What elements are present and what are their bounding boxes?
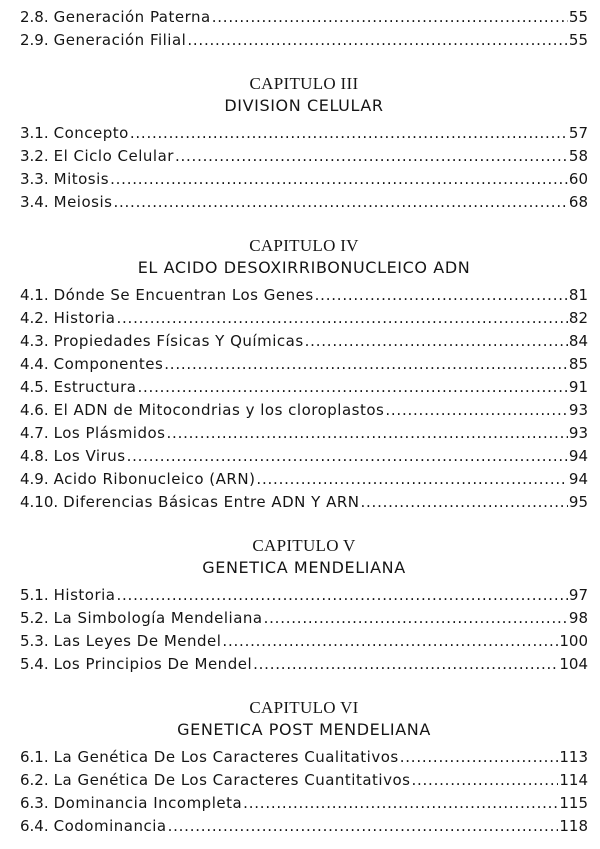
chapter-heading: CAPITULO IV [249, 236, 359, 255]
entry-page: 114 [559, 771, 588, 789]
toc-section [20, 6, 588, 52]
toc-section [20, 73, 588, 214]
chapter-title: EL ACIDO DESOXIRRIBONUCLEICO ADN [137, 258, 471, 277]
toc-entry [20, 491, 588, 514]
entry-number: 3.2. [20, 147, 49, 165]
entry-title: Componentes [53, 355, 164, 373]
dot-leader [253, 653, 558, 676]
entry-title: Codominancia [53, 817, 167, 835]
entry-title: Los Principios De Mendel [53, 655, 253, 673]
toc-section [20, 235, 588, 514]
entry-page: 93 [568, 401, 588, 419]
dot-leader [264, 607, 568, 630]
dot-leader [167, 422, 568, 445]
entry-page: 118 [559, 817, 588, 835]
entry-page: 55 [568, 31, 588, 49]
dot-leader [212, 6, 568, 29]
dot-leader [243, 792, 558, 815]
entry-number: 6.3. [20, 794, 49, 812]
entry-page: 98 [568, 609, 588, 627]
toc-entry [20, 792, 588, 815]
section-gap [20, 52, 588, 73]
chapter-title: GENETICA MENDELIANA [202, 558, 406, 577]
entry-page: 95 [568, 493, 588, 511]
entry-number: 4.8. [20, 447, 49, 465]
toc-entry [20, 630, 588, 653]
entry-title: El ADN de Mitocondrias y los cloroplastos [53, 401, 385, 419]
dot-leader [175, 145, 568, 168]
entry-title: La Simbología Mendeliana [53, 609, 263, 627]
toc-entry [20, 6, 588, 29]
entry-title: Generación Paterna [53, 8, 211, 26]
toc-entry [20, 122, 588, 145]
dot-leader [168, 815, 559, 838]
dot-leader [187, 29, 568, 52]
entry-number: 5.3. [20, 632, 49, 650]
entry-number: 4.5. [20, 378, 49, 396]
toc-entry [20, 353, 588, 376]
entry-number: 5.4. [20, 655, 49, 673]
entry-page: 81 [568, 286, 588, 304]
toc-entry [20, 307, 588, 330]
dot-leader [130, 122, 568, 145]
chapter-heading: CAPITULO VI [249, 698, 359, 717]
dot-leader [305, 330, 568, 353]
entry-page: 60 [568, 170, 588, 188]
entry-number: 6.4. [20, 817, 49, 835]
entry-page: 82 [568, 309, 588, 327]
entry-page: 58 [568, 147, 588, 165]
entry-title: Mitosis [53, 170, 110, 188]
entry-page: 100 [559, 632, 588, 650]
entry-page: 57 [568, 124, 588, 142]
entry-title: Concepto [53, 124, 129, 142]
dot-leader [411, 769, 558, 792]
entry-title: Las Leyes De Mendel [53, 632, 222, 650]
dot-leader [113, 191, 567, 214]
entry-page: 94 [568, 470, 588, 488]
toc-entry [20, 584, 588, 607]
entry-number: 2.9. [20, 31, 49, 49]
toc-entry [20, 284, 588, 307]
entry-number: 6.1. [20, 748, 49, 766]
dot-leader [400, 746, 559, 769]
toc-entry [20, 468, 588, 491]
entry-number: 4.6. [20, 401, 49, 419]
dot-leader [164, 353, 568, 376]
entry-page: 68 [568, 193, 588, 211]
entry-page: 55 [568, 8, 588, 26]
entry-page: 84 [568, 332, 588, 350]
toc-entry [20, 422, 588, 445]
dot-leader [315, 284, 568, 307]
entry-number: 4.1. [20, 286, 49, 304]
dot-leader [127, 445, 568, 468]
dot-leader [116, 307, 567, 330]
entry-page: 97 [568, 586, 588, 604]
toc-entry [20, 815, 588, 838]
entry-title: Acido Ribonucleico (ARN) [53, 470, 256, 488]
chapter-title: GENETICA POST MENDELIANA [177, 720, 431, 739]
toc-entry [20, 445, 588, 468]
entry-title: Dónde Se Encuentran Los Genes [53, 286, 314, 304]
entry-title: Historia [53, 309, 116, 327]
entry-title: El Ciclo Celular [53, 147, 174, 165]
entry-number: 3.1. [20, 124, 49, 142]
entry-number: 5.2. [20, 609, 49, 627]
dot-leader [137, 376, 567, 399]
entry-number: 4.3. [20, 332, 49, 350]
entry-title: Propiedades Físicas Y Químicas [53, 332, 304, 350]
entry-title: La Genética De Los Caracteres Cuantitativos [53, 771, 411, 789]
toc-entry [20, 168, 588, 191]
toc-entry [20, 29, 588, 52]
dot-leader [385, 399, 568, 422]
entry-number: 3.3. [20, 170, 49, 188]
chapter-heading: CAPITULO III [249, 74, 359, 93]
entry-title: Los Plásmidos [53, 424, 166, 442]
toc-section [20, 535, 588, 676]
section-gap [20, 214, 588, 235]
entry-page: 113 [559, 748, 588, 766]
dot-leader [116, 584, 567, 607]
dot-leader [256, 468, 567, 491]
toc-entry [20, 191, 588, 214]
chapter-heading: CAPITULO V [252, 536, 356, 555]
entry-number: 4.2. [20, 309, 49, 327]
entry-number: 2.8. [20, 8, 49, 26]
entry-page: 85 [568, 355, 588, 373]
entry-page: 94 [568, 447, 588, 465]
entry-title: Historia [53, 586, 116, 604]
toc-entry [20, 376, 588, 399]
toc-section [20, 697, 588, 838]
entry-title: Diferencias Básicas Entre ADN Y ARN [63, 493, 360, 511]
entry-number: 4.9. [20, 470, 49, 488]
entry-page: 104 [559, 655, 588, 673]
entry-page: 91 [568, 378, 588, 396]
entry-title: Los Virus [53, 447, 126, 465]
dot-leader [222, 630, 558, 653]
toc-entry [20, 746, 588, 769]
section-gap [20, 514, 588, 535]
chapter-title: DIVISION CELULAR [224, 96, 384, 115]
entry-number: 3.4. [20, 193, 49, 211]
section-gap [20, 676, 588, 697]
entry-number: 4.10. [20, 493, 59, 511]
toc-entry [20, 607, 588, 630]
entry-number: 6.2. [20, 771, 49, 789]
toc-entry [20, 769, 588, 792]
entry-number: 4.7. [20, 424, 49, 442]
toc-entry [20, 330, 588, 353]
entry-page: 93 [568, 424, 588, 442]
toc-entry [20, 399, 588, 422]
entry-title: Generación Filial [53, 31, 187, 49]
toc-entry [20, 653, 588, 676]
entry-page: 115 [559, 794, 588, 812]
dot-leader [110, 168, 568, 191]
entry-title: Dominancia Incompleta [53, 794, 243, 812]
dot-leader [360, 491, 567, 514]
entry-title: Estructura [53, 378, 137, 396]
entry-number: 5.1. [20, 586, 49, 604]
entry-title: Meiosis [53, 193, 113, 211]
entry-title: La Genética De Los Caracteres Cualitativos [53, 748, 399, 766]
toc-entry [20, 145, 588, 168]
entry-number: 4.4. [20, 355, 49, 373]
